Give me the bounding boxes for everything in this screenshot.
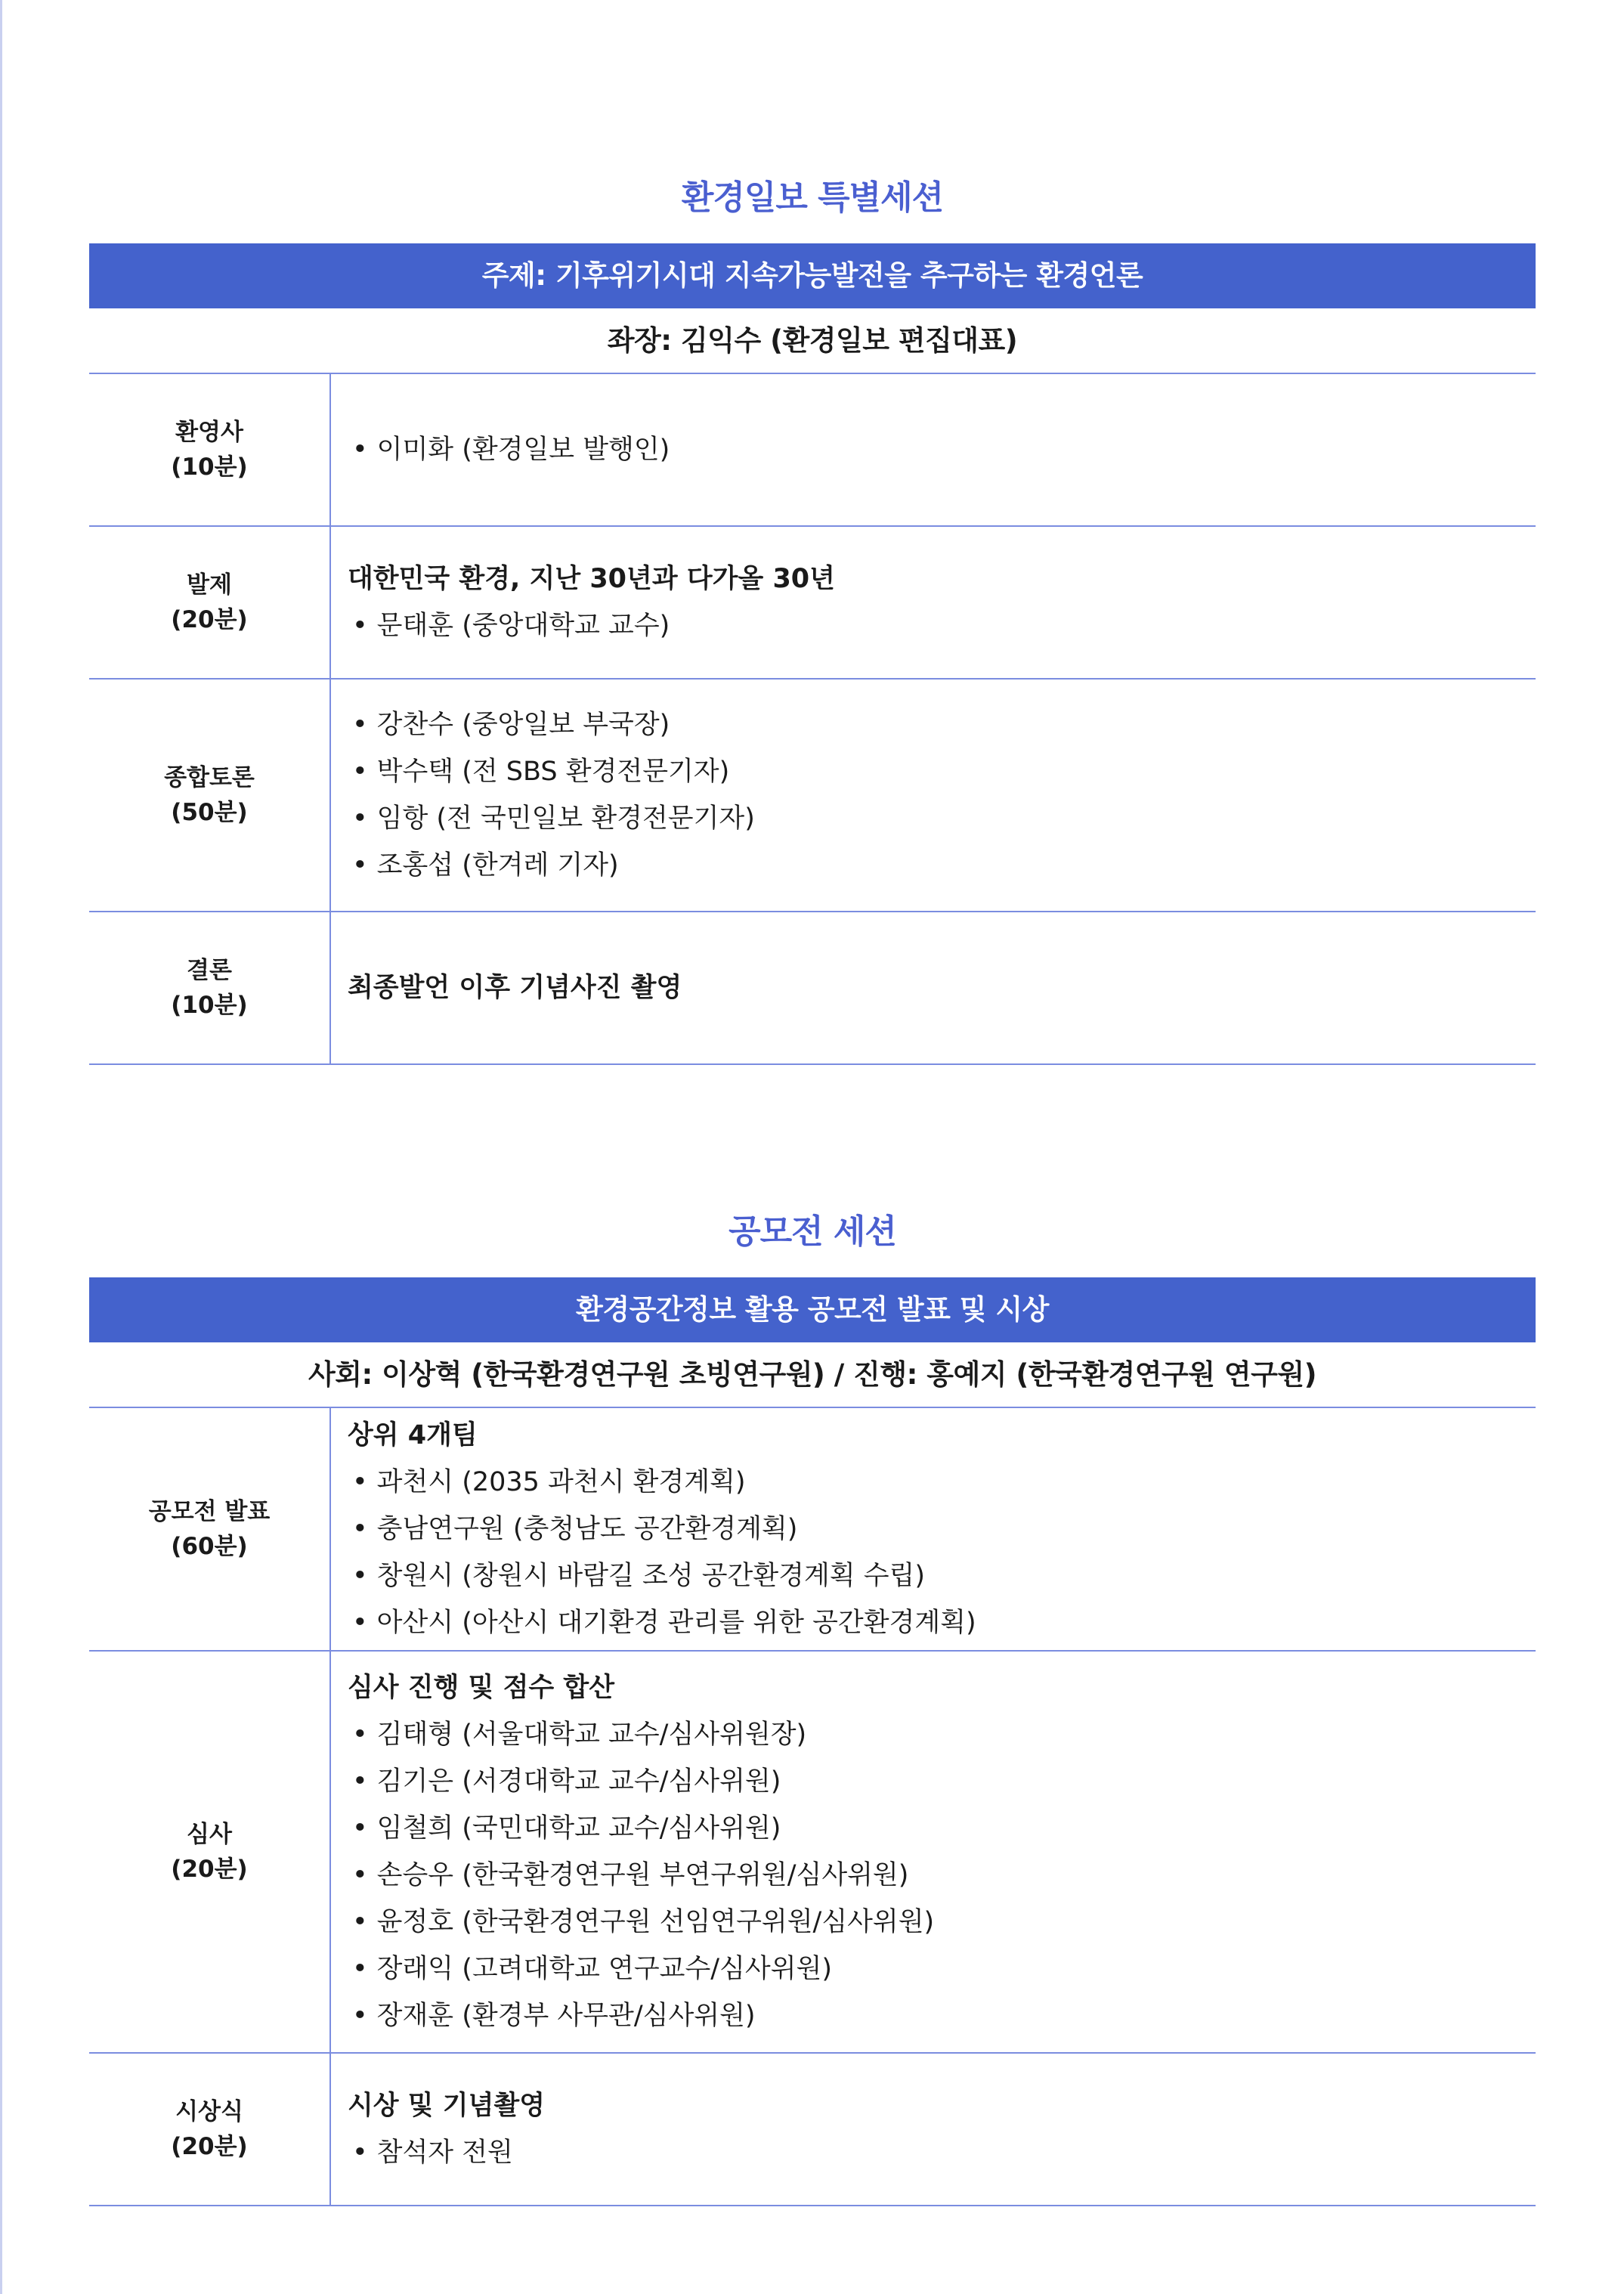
list-item: • 윤정호 (한국환경연구원 선임연구위원/심사위원) <box>348 1899 1519 1946</box>
row-label-title: 환영사 <box>175 419 243 446</box>
row-label <box>89 1408 331 1650</box>
row-label-title: 종합토론 <box>164 764 255 791</box>
program-row-panel-discussion <box>89 680 1536 912</box>
list-item: • 박수택 (전 SBS 환경전문기자) <box>348 748 1519 795</box>
list-item: • 김기은 (서경대학교 교수/심사위원) <box>348 1758 1519 1805</box>
row-label-time: (10분) <box>171 992 248 1019</box>
row-content <box>331 527 1536 678</box>
program-row-presentation <box>89 527 1536 680</box>
list-item: • 참석자 전원 <box>348 2129 1519 2176</box>
list-item: • 아산시 (아산시 대기환경 관리를 위한 공간환경계획) <box>348 1599 1519 1646</box>
row-label-title: 공모전 발표 <box>148 1498 271 1525</box>
row-label-time: (20분) <box>171 2133 248 2160</box>
row-label <box>89 912 331 1063</box>
row-label-time: (20분) <box>171 606 248 633</box>
program-row-judging <box>89 1652 1536 2054</box>
contest-session-host: 사회: 이상혁 (한국환경연구원 초빙연구원) / 진행: 홍예지 (한국환경연구원 연구원) <box>89 1342 1536 1408</box>
list-item: • 조홍섭 (한겨레 기자) <box>348 842 1519 889</box>
contest-session-title: 공모전 세션 <box>728 1212 896 1251</box>
list-item: • 창원시 (창원시 바람길 조성 공간환경계획 수립) <box>348 1553 1519 1599</box>
list-item: • 장재훈 (환경부 사무관/심사위원) <box>348 1992 1519 2039</box>
row-label <box>89 2054 331 2205</box>
row-label <box>89 374 331 525</box>
list-item: • 임항 (전 국민일보 환경전문기자) <box>348 795 1519 842</box>
row-content <box>331 912 1536 1063</box>
row-label-title: 시상식 <box>175 2098 243 2125</box>
page-left-rule <box>0 0 2 2294</box>
list-item: • 김태형 (서울대학교 교수/심사위원장) <box>348 1711 1519 1758</box>
row-heading: 최종발언 이후 기념사진 촬영 <box>348 973 682 1003</box>
row-label-title: 결론 <box>187 957 232 984</box>
list-item: • 이미화 (환경일보 발행인) <box>348 426 1519 473</box>
list-item: • 손승우 (한국환경연구원 부연구위원/심사위원) <box>348 1852 1519 1899</box>
row-content <box>331 2054 1536 2205</box>
program-row-award-ceremony <box>89 2054 1536 2206</box>
contest-session-banner: 환경공간정보 활용 공모전 발표 및 시상 <box>89 1277 1536 1342</box>
row-content <box>331 1652 1536 2052</box>
row-label <box>89 680 331 911</box>
list-item: • 충남연구원 (충청남도 공간환경계획) <box>348 1506 1519 1553</box>
row-label-title: 발제 <box>187 571 232 599</box>
list-item: • 강찬수 (중앙일보 부국장) <box>348 701 1519 748</box>
list-item: • 임철희 (국민대학교 교수/심사위원) <box>348 1805 1519 1852</box>
row-label-time: (20분) <box>171 1856 248 1883</box>
row-label <box>89 527 331 678</box>
contest-session <box>89 1202 1536 2206</box>
row-label-time: (10분) <box>171 454 248 481</box>
program-row-welcome <box>89 374 1536 527</box>
list-item: • 과천시 (2035 과천시 환경계획) <box>348 1459 1519 1506</box>
special-session <box>89 168 1536 1065</box>
special-session-title: 환경일보 특별세션 <box>681 178 944 217</box>
row-heading: 대한민국 환경, 지난 30년과 다가올 30년 <box>348 564 835 594</box>
row-heading: 시상 및 기념촬영 <box>348 2091 546 2121</box>
special-session-topic-banner: 주제: 기후위기시대 지속가능발전을 추구하는 환경언론 <box>89 243 1536 308</box>
row-content <box>331 374 1536 525</box>
row-content <box>331 680 1536 911</box>
row-heading: 상위 4개팀 <box>348 1420 478 1450</box>
row-label-title: 심사 <box>187 1821 232 1848</box>
row-label-time: (50분) <box>171 799 248 826</box>
row-heading: 심사 진행 및 점수 합산 <box>348 1673 615 1703</box>
list-item: • 장래익 (고려대학교 연구교수/심사위원) <box>348 1946 1519 1992</box>
program-row-conclusion <box>89 912 1536 1065</box>
list-item: • 문태훈 (중앙대학교 교수) <box>348 602 1519 649</box>
row-label <box>89 1652 331 2052</box>
special-session-chair: 좌장: 김익수 (환경일보 편집대표) <box>89 308 1536 374</box>
row-content <box>331 1408 1536 1650</box>
row-label-time: (60분) <box>171 1533 248 1560</box>
program-row-contest-presentation <box>89 1408 1536 1652</box>
